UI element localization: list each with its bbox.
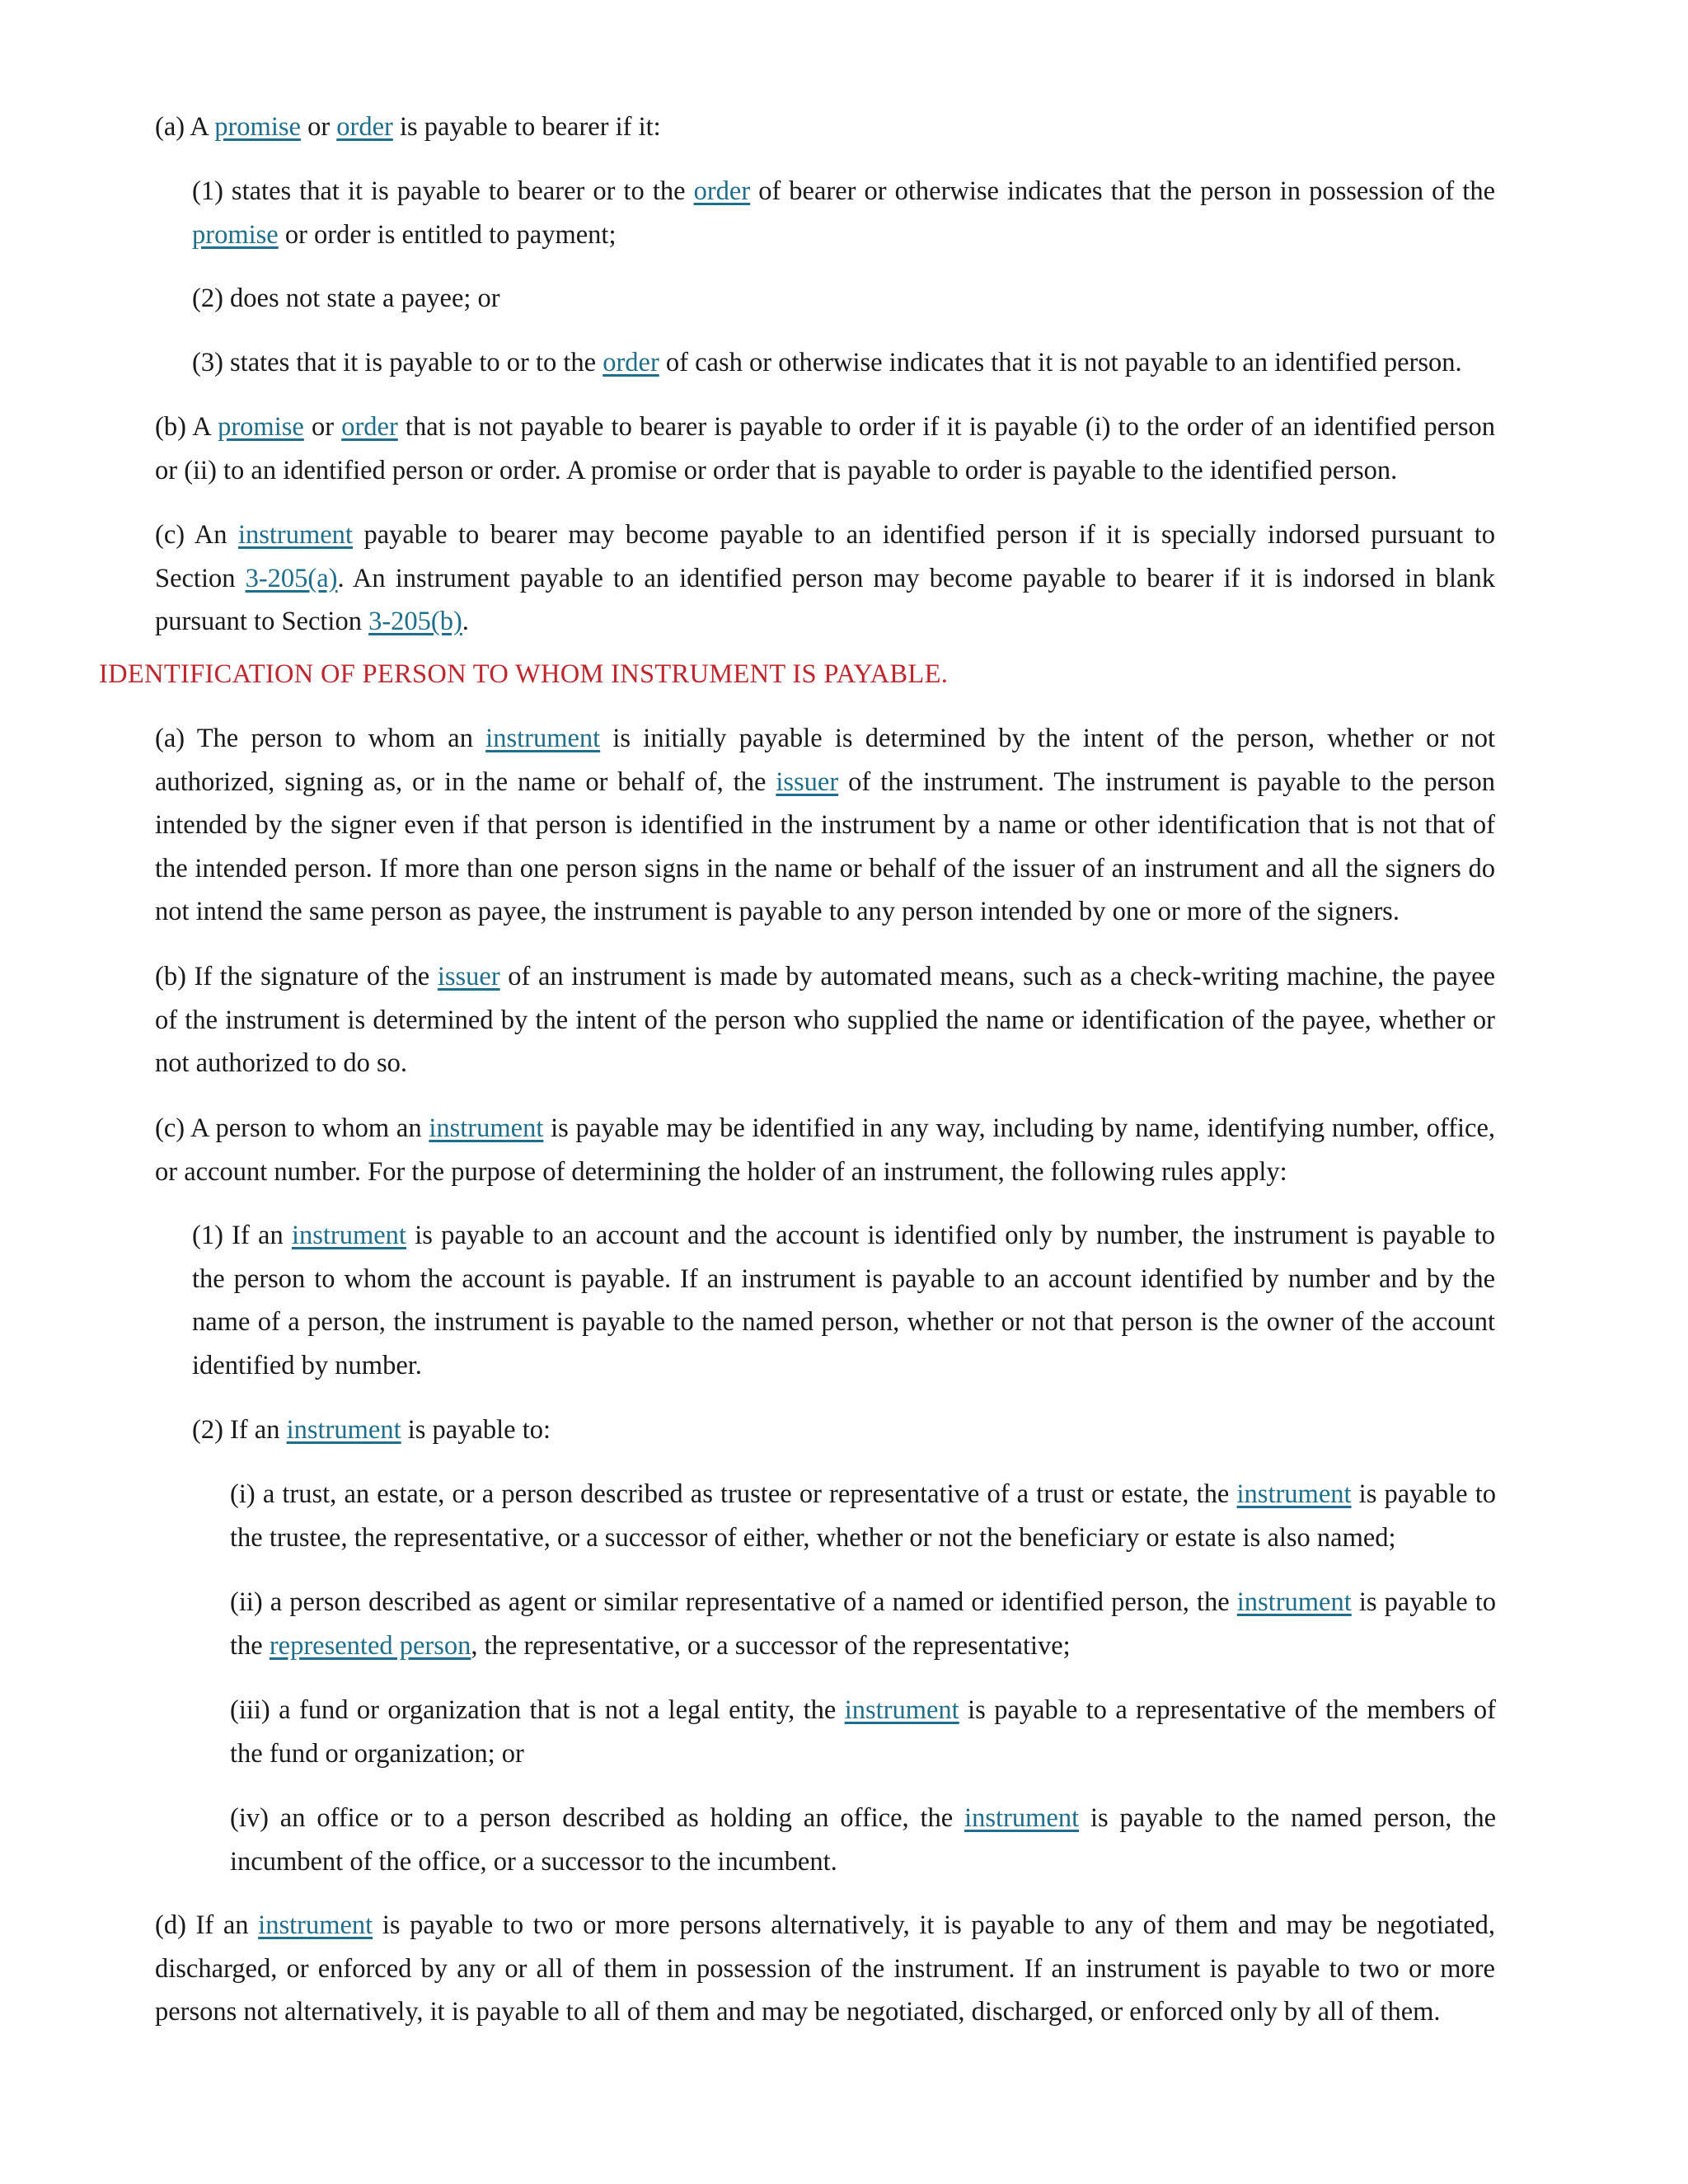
text-run: that is not payable to bearer is payable to order if it is payable (i) to the order of an identified person or (ii) to an identified person or order. A promise or order that is payable to order is payable to the identified person. (155, 412, 1496, 485)
text-run: (b) If the signature of the (155, 962, 438, 991)
text-run: or (300, 112, 337, 142)
text-run: , the representative, or a successor of the representative; (471, 1630, 1071, 1661)
text-run: or order is entitled to payment; (278, 219, 617, 250)
text-run: is payable to two or more persons alternatively, it is payable to any of them and may be negotiated, discharged, or enforced by any or all of them in possession of the instrument. If an instrument is payable to two or more persons not alternatively, it is payable to all of them and may be negotiated, discharged, or enforced only by all of them. (155, 1910, 1495, 2027)
issuer-link[interactable]: issuer (776, 766, 839, 797)
text-run: (3) states that it is payable to or to the (192, 348, 603, 377)
bearer-item-3 (192, 341, 1495, 385)
bearer-item-1 (192, 170, 1495, 256)
section-heading: IDENTIFICATION OF PERSON TO WHOM INSTRUMENT IS PAYABLE. (99, 659, 949, 689)
text-run: of cash or otherwise indicates that it is not payable to an identified person. (659, 348, 1462, 377)
payee-subitem-iii (230, 1689, 1496, 1775)
order-link[interactable]: order (693, 176, 751, 206)
text-run: is payable to the trustee, the representative, or a successor of either, whether or not the beneficiary or estate is also named; (230, 1479, 1496, 1553)
payee-subitem-iv (230, 1797, 1496, 1883)
text-run: (a) The person to whom an (155, 724, 486, 753)
text-run: (2) does not state a payee; or (192, 284, 500, 313)
order-link[interactable]: order (603, 348, 659, 377)
order-link[interactable]: order (341, 412, 398, 442)
text-run: (i) a trust, an estate, or a person described as trustee or representative of a trust or estate, the (230, 1479, 1237, 1509)
promise-link[interactable]: promise (214, 112, 301, 142)
text-run: is payable to a representative of the members of the fund or organization; or (230, 1695, 1496, 1769)
instrument-link[interactable]: instrument (1236, 1587, 1352, 1617)
payee-subitem-i (230, 1473, 1496, 1559)
text-run: (a) A (155, 112, 215, 142)
text-run: (1) If an (192, 1221, 292, 1250)
payee-paragraph-d (155, 1904, 1495, 2034)
instrument-link[interactable]: instrument (237, 520, 353, 550)
instrument-link[interactable]: instrument (291, 1221, 406, 1250)
text-run: is payable to an account and the account is identified only by number, the instrument is payable to the person to whom the account is payable. If an instrument is payable to an account identified by number and by the name of a person, the instrument is payable to the named person, whether or not that person is the owner of the account identified by number. (192, 1221, 1495, 1380)
section-3-205a-link[interactable]: 3-205(a) (245, 563, 338, 593)
bearer-item-2 (192, 277, 1495, 321)
text-run: of bearer or otherwise indicates that the person in possession of the (750, 176, 1495, 206)
text-run: payable to bearer may become payable to an identified person if it is specially indorsed pursuant to Section (155, 520, 1495, 593)
text-run: is payable to: (401, 1415, 551, 1445)
text-run: . An instrument payable to an identified person may become payable to bearer if it is indorsed in blank pursuant to Section (155, 563, 1496, 636)
text-run: (iii) a fund or organization that is not a legal entity, the (230, 1695, 845, 1725)
promise-link[interactable]: promise (218, 412, 304, 442)
payee-paragraph-c (155, 1107, 1495, 1193)
payee-item-1 (192, 1214, 1495, 1387)
text-run: (c) An (155, 520, 238, 550)
text-run: (ii) a person described as agent or similar representative of a named or identified person, the (230, 1587, 1237, 1617)
instrument-link[interactable]: instrument (258, 1910, 373, 1940)
bearer-paragraph-a (155, 105, 1495, 149)
text-run: (iv) an office or to a person described as holding an office, the (230, 1803, 965, 1833)
text-run: (c) A person to whom an (155, 1113, 429, 1143)
text-run: is payable may be identified in any way, including by name, identifying number, office, or account number. For the purpose of determining the holder of an instrument, the following rules apply: (155, 1113, 1495, 1187)
payee-paragraph-a (155, 717, 1495, 934)
text-run: of the instrument. The instrument is payable to the person intended by the signer even if that person is identified in the instrument by a name or other identification that is not that of the intended person. If more than one person signs in the name or behalf of the issuer of an instrument and all the signers do not intend the same person as payee, the instrument is payable to any person intended by one or more of the signers. (155, 766, 1495, 926)
instrument-link[interactable]: instrument (1236, 1479, 1352, 1509)
text-run: (2) If an (192, 1415, 287, 1445)
payee-paragraph-b (155, 955, 1495, 1085)
issuer-link[interactable]: issuer (437, 962, 500, 991)
text-run: is initially payable is determined by the intent of the person, whether or not authorized, signing as, or in the name or behalf of, the (155, 724, 1495, 797)
text-run: (1) states that it is payable to bearer or to the (192, 176, 694, 206)
instrument-link[interactable]: instrument (429, 1113, 544, 1143)
instrument-link[interactable]: instrument (964, 1803, 1080, 1833)
bearer-paragraph-c (155, 513, 1495, 644)
instrument-link[interactable]: instrument (286, 1415, 401, 1445)
text-run: of an instrument is made by automated means, such as a check-writing machine, the payee of the instrument is determined by the intent of the person who supplied the name or identification of the payee, whether or not authorized to do so. (155, 962, 1496, 1078)
bearer-paragraph-b (155, 405, 1495, 492)
represented-person-link[interactable]: represented person (269, 1630, 471, 1661)
section-3-205b-link[interactable]: 3-205(b) (368, 607, 462, 636)
text-run: (d) If an (155, 1910, 259, 1940)
text-run: is payable to bearer if it: (392, 112, 661, 142)
instrument-link[interactable]: instrument (485, 724, 601, 753)
text-run: or (303, 412, 342, 442)
text-run: . (462, 607, 469, 636)
promise-link[interactable]: promise (192, 219, 279, 250)
text-run: is payable to the named person, the incumbent of the office, or a successor to the incumbent. (230, 1803, 1497, 1877)
payee-item-2 (192, 1408, 1495, 1452)
text-run: (b) A (155, 412, 218, 442)
instrument-link[interactable]: instrument (844, 1695, 959, 1725)
text-run: is payable to the (230, 1587, 1496, 1661)
order-link[interactable]: order (336, 112, 393, 142)
payee-subitem-ii (230, 1581, 1496, 1667)
